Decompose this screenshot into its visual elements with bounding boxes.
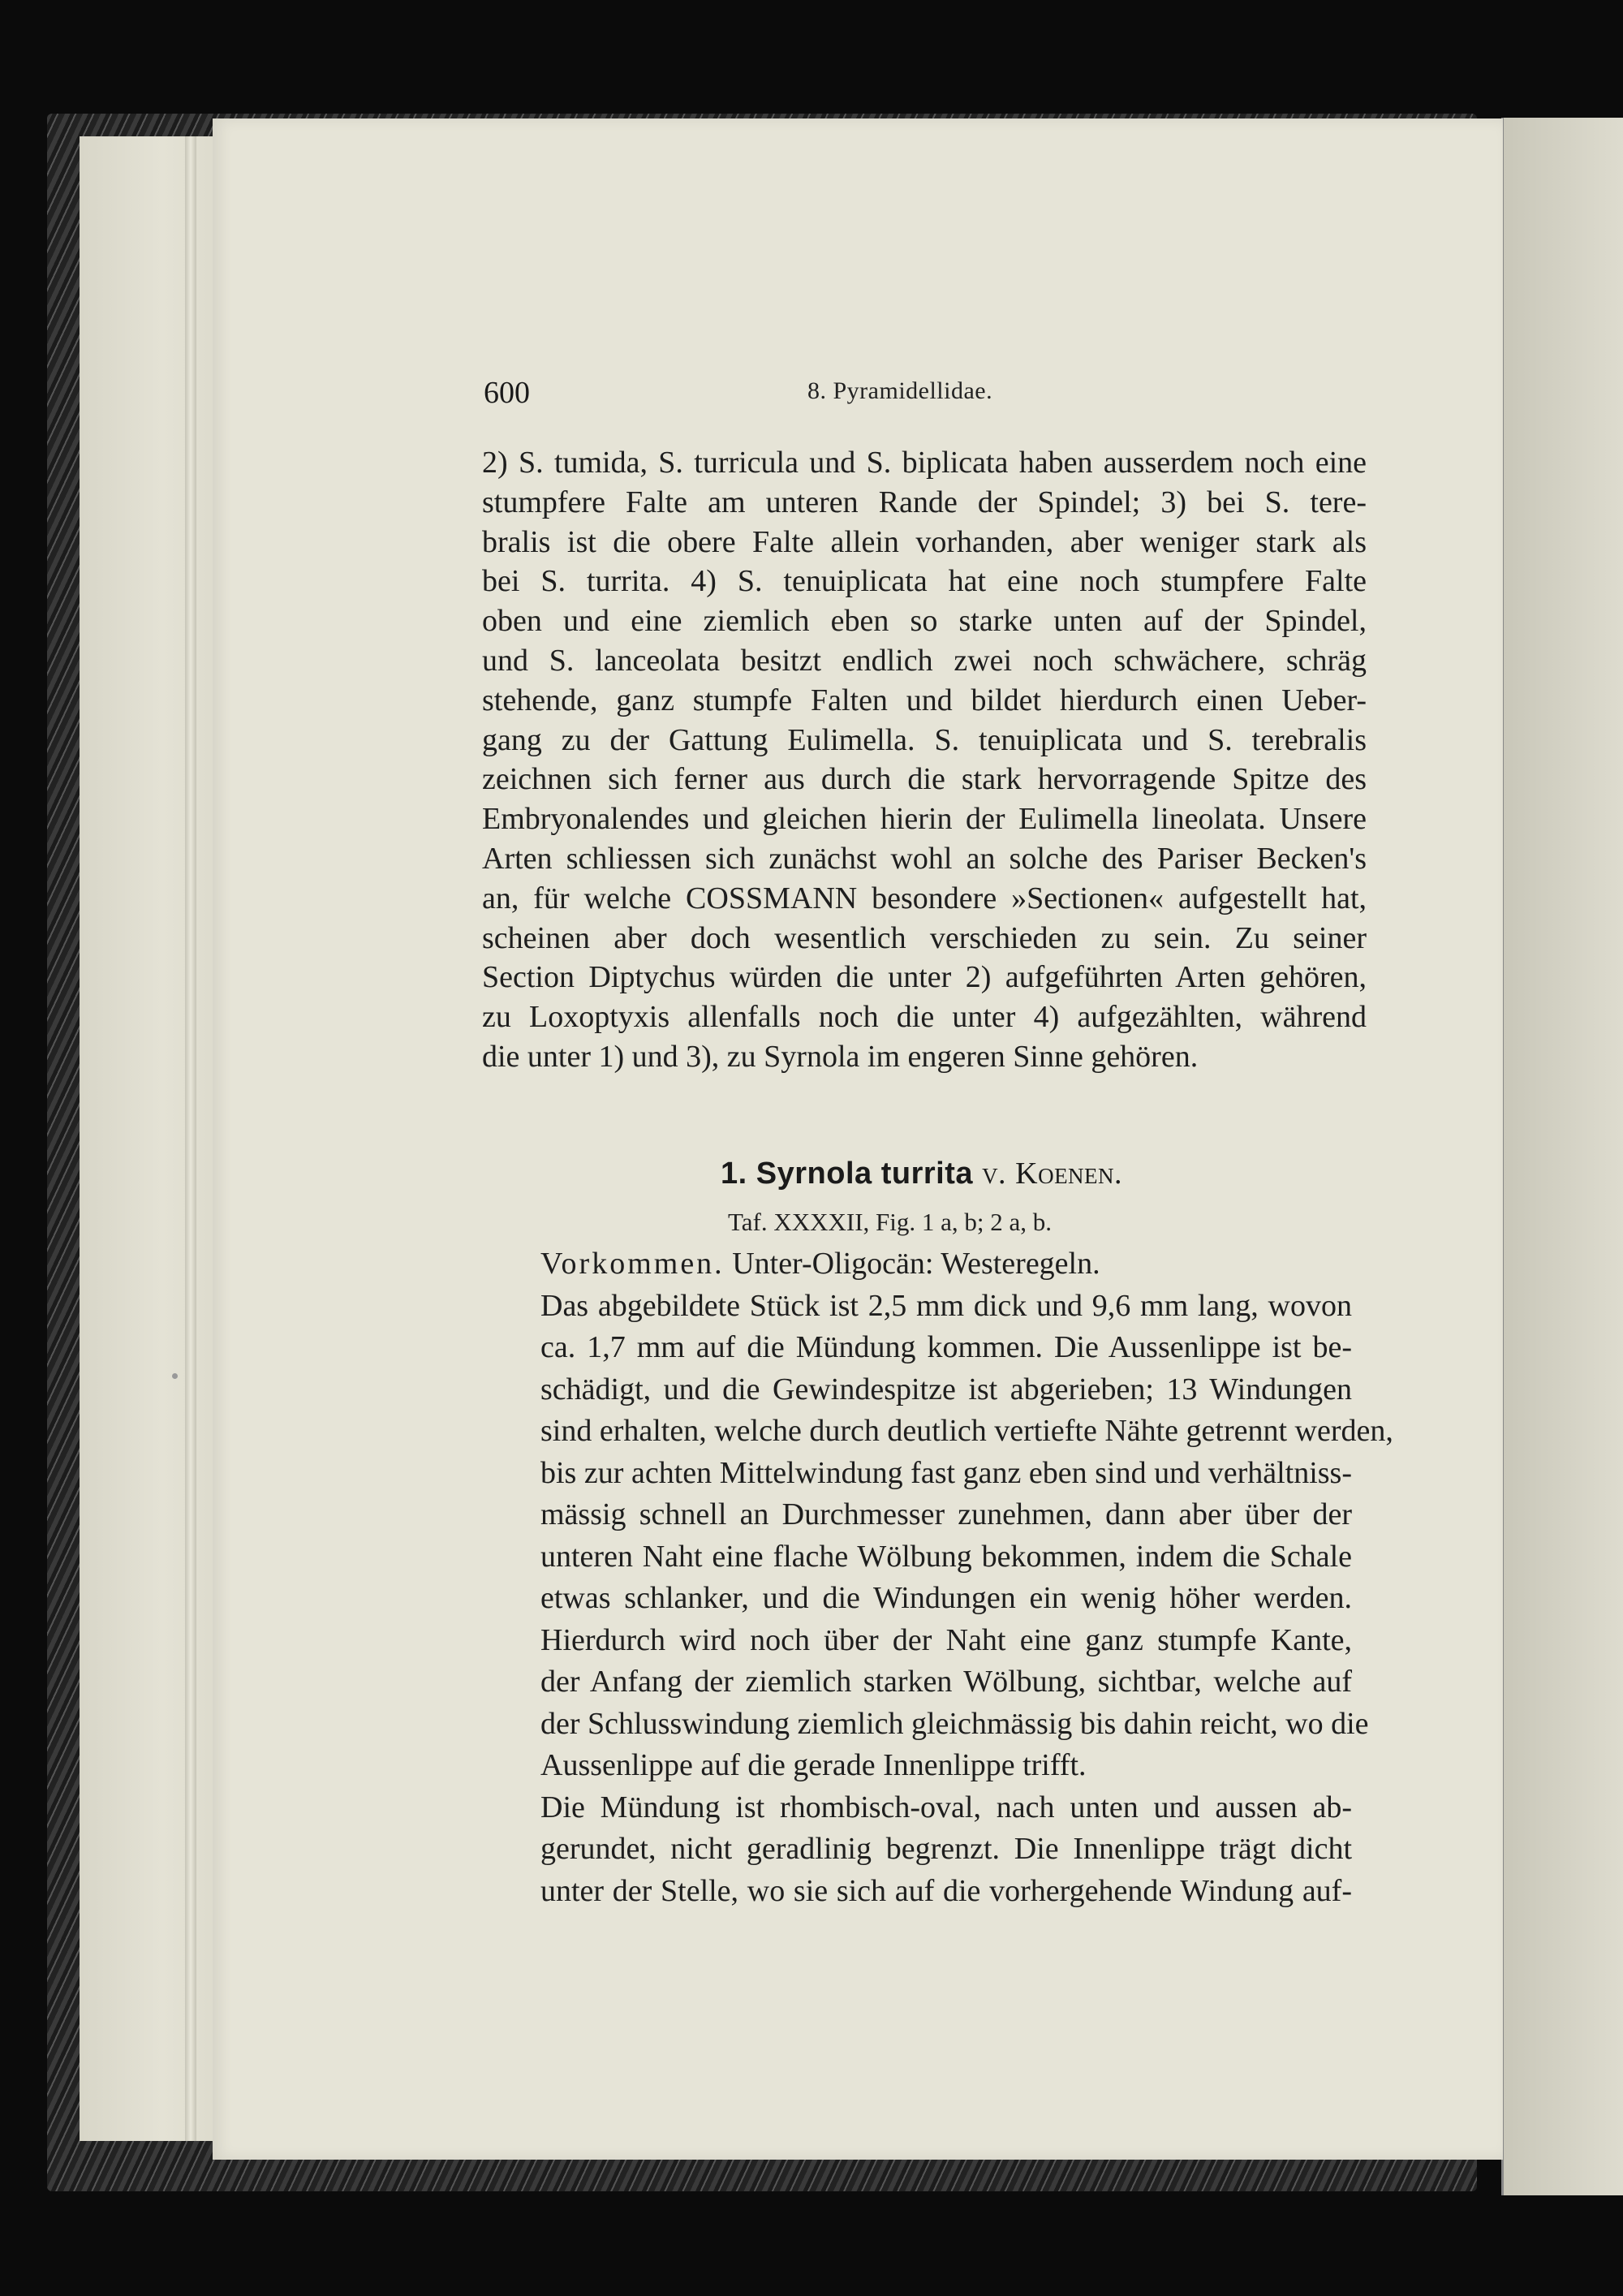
text-line: stehende, ganz stumpfe Falten und bildet hierdurch einen Ueber- [482,683,1367,717]
section-number: 1. [721,1157,747,1191]
text-line: Hierdurch wird noch über der Naht eine ganz stumpfe Kante, [540,1622,1352,1657]
text-line: etwas schlanker, und die Windungen ein wenig höher werden. [540,1581,1352,1615]
text-line: bralis ist die obere Falte allein vorhanden, aber weniger stark als [482,524,1367,559]
text-line: ca. 1,7 mm auf die Mündung kommen. Die Aussenlippe ist be- [540,1330,1352,1364]
text-line: mässig schnell an Durchmesser zunehmen, dann aber über der [540,1497,1352,1531]
text-line: unter der Stelle, wo sie sich auf die vorhergehende Windung auf- [540,1873,1352,1908]
occurrence-label: Vorkommen. [540,1247,725,1281]
running-head: 8. Pyramidellidae. [807,377,993,404]
occurrence-value: Unter-Oligocän: Westeregeln. [732,1247,1100,1281]
speck [172,1373,178,1379]
text-line: Aussenlippe auf die gerade Innenlippe trifft. [540,1748,1087,1782]
text-line: schädigt, und die Gewindespitze ist abgerieben; 13 Windungen [540,1372,1352,1406]
text-line: gerundet, nicht geradlinig begrenzt. Die Innenlippe trägt dicht [540,1832,1352,1866]
text-line: Das abgebildete Stück ist 2,5 mm dick und 9,6 mm lang, wovon [540,1288,1352,1323]
text-line: der Anfang der ziemlich starken Wölbung, sichtbar, welche auf [540,1665,1352,1699]
left-page-edge [80,136,217,2141]
text-line: zu Loxoptyxis allenfalls noch die unter 4) aufgezählten, während [482,1000,1367,1035]
text-line: Arten schliessen sich zunächst wohl an solche des Pariser Becken's [482,841,1367,876]
text-line: Die Mündung ist rhombisch-oval, nach unten und aussen ab- [540,1790,1352,1824]
text-line: bei S. turrita. 4) S. tenuiplicata hat eine noch stumpfere Falte [482,564,1367,599]
text-line: stumpfere Falte am unteren Rande der Spindel; 3) bei S. tere- [482,485,1367,519]
intro-paragraph [482,443,1367,1077]
author-name: Koenen. [1015,1157,1123,1191]
text-line: unteren Naht eine flache Wölbung bekommen, indem die Schale [540,1539,1352,1574]
species-title [721,1156,1122,1191]
text-line: und S. lanceolata besitzt endlich zwei noch schwächere, schräg [482,643,1367,678]
text-line: Section Diptychus würden die unter 2) aufgeführten Arten gehören, [482,960,1367,995]
right-page-edge [1501,118,1623,2195]
text-line: zeichnen sich ferner aus durch die stark hervorragende Spitze des [482,762,1367,797]
text-line: Embryonalendes und gleichen hierin der Eulimella lineolata. Unsere [482,802,1367,837]
text-line: der Schlusswindung ziemlich gleichmässig bis dahin reicht, wo die [540,1706,1369,1741]
text-line: scheinen aber doch wesentlich verschieden zu sein. Zu seiner [482,920,1367,955]
species-name: Syrnola turrita [756,1157,973,1191]
page-header [0,375,1623,424]
page-number: 600 [484,376,530,410]
description [540,1243,1393,1912]
occurrence-line [540,1243,1352,1286]
text-line: bis zur achten Mittelwindung fast ganz eben sind und verhältniss- [540,1455,1352,1490]
plate-reference: Taf. XXXXII, Fig. 1 a, b; 2 a, b. [728,1208,1053,1236]
text-line: oben und eine ziemlich eben so starke unten auf der Spindel, [482,604,1367,639]
text-line: gang zu der Gattung Eulimella. S. tenuiplicata und S. terebralis [482,722,1367,757]
text-line: die unter 1) und 3), zu Syrnola im engeren Sinne gehören. [482,1039,1199,1074]
text-line: an, für welche COSSMANN besondere »Sectionen« aufgestellt hat, [482,881,1367,915]
author-prefix: v. [982,1157,1007,1191]
text-line: sind erhalten, welche durch deutlich vertiefte Nähte getrennt werden, [540,1414,1393,1448]
page-gutter [185,136,196,2141]
text-line: 2) S. tumida, S. turricula und S. biplicata haben ausserdem noch eine [482,446,1367,480]
